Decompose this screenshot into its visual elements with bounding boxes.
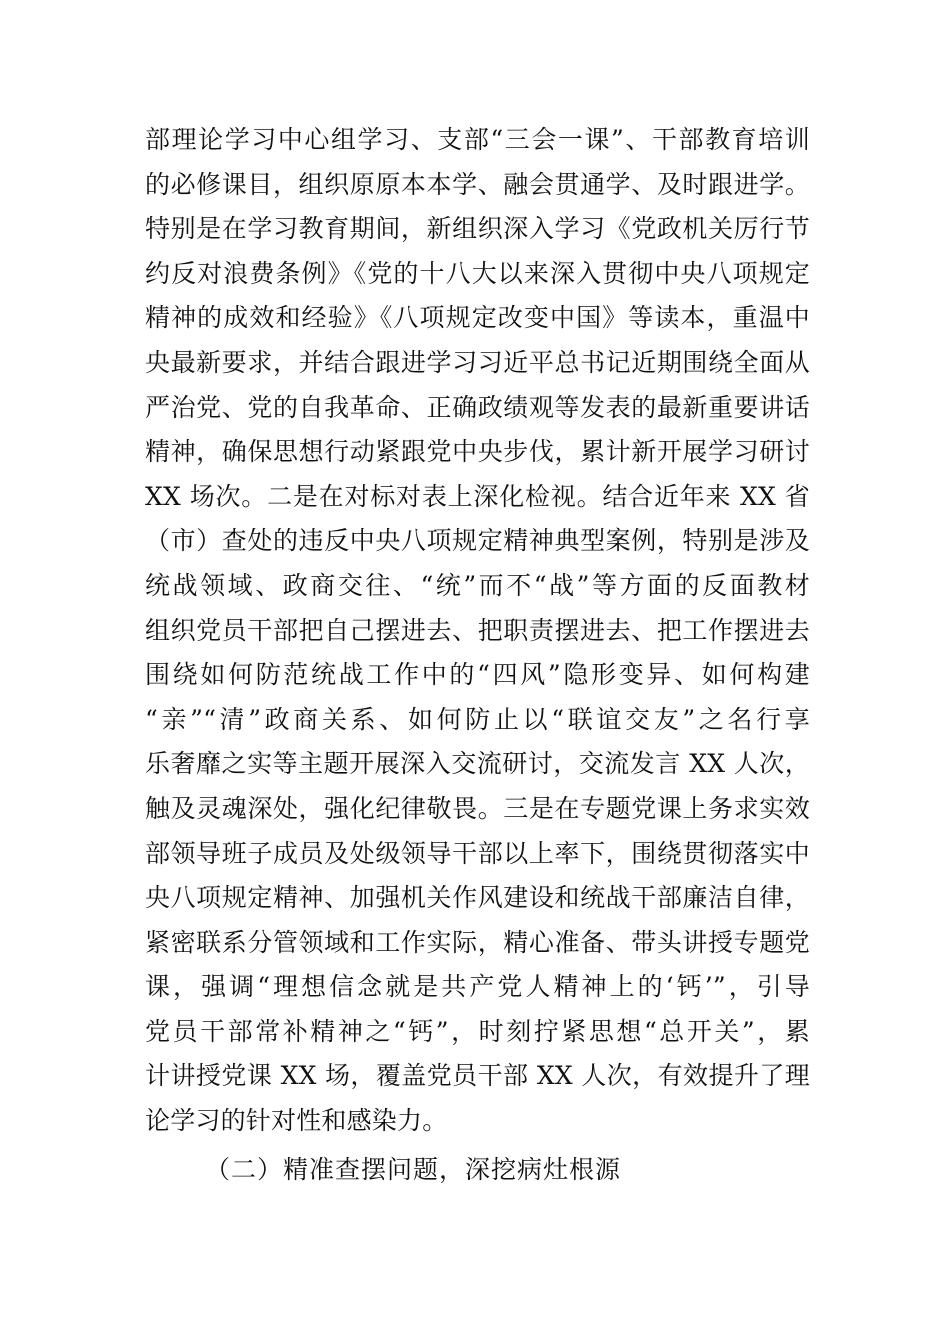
paragraph-line: XX 场次。二是在对标对表上深化检视。结合近年来 XX 省 <box>145 481 810 511</box>
paragraph-line: 课，强调“理想信念就是共产党人精神上的‘钙’”，引导 <box>145 972 810 1002</box>
paragraph-line: 特别是在学习教育期间，新组织深入学习《党政机关厉行节 <box>145 214 810 244</box>
paragraph-line: （市）查处的违反中央八项规定精神典型案例，特别是涉及 <box>145 526 810 556</box>
paragraph-line: 论学习的针对性和感染力。 <box>145 1106 448 1136</box>
paragraph-line: 的必修课目，组织原原本本学、融会贯通学、及时跟进学。 <box>145 169 810 199</box>
paragraph-line: 统战领域、政商交往、“统”而不“战”等方面的反面教材 <box>145 570 810 600</box>
body-paragraph <box>145 118 810 1144</box>
paragraph-line: 精神的成效和经验》《八项规定改变中国》等读本，重温中 <box>145 303 810 333</box>
paragraph-line: 计讲授党课 XX 场，覆盖党员干部 XX 人次，有效提升了理 <box>145 1061 810 1091</box>
paragraph-line: 精神，确保思想行动紧跟党中央步伐，累计新开展学习研讨 <box>145 437 810 467</box>
paragraph-line: 央最新要求，并结合跟进学习习近平总书记近期围绕全面从 <box>145 347 810 377</box>
paragraph-line: 部理论学习中心组学习、支部“三会一课”、干部教育培训 <box>145 125 810 154</box>
paragraph-line: 央八项规定精神、加强机关作风建设和统战干部廉洁自律， <box>145 883 810 913</box>
paragraph-line: 围绕如何防范统战工作中的“四风”隐形变异、如何构建 <box>145 660 810 690</box>
paragraph-line: 党员干部常补精神之“钙”，时刻拧紧思想“总开关”，累 <box>145 1016 810 1046</box>
paragraph-line: “亲”“清”政商关系、如何防止以“联谊交友”之名行享 <box>145 704 810 734</box>
paragraph-line: 约反对浪费条例》《党的十八大以来深入贯彻中央八项规定 <box>145 258 810 288</box>
paragraph-line: 组织党员干部把自己摆进去、把职责摆进去、把工作摆进去 <box>145 615 810 645</box>
section-heading: （二）精准查摆问题，深挖病灶根源 <box>205 1155 622 1184</box>
paragraph-line: 紧密联系分管领域和工作实际，精心准备、带头讲授专题党 <box>145 927 810 957</box>
paragraph-line: 严治党、党的自我革命、正确政绩观等发表的最新重要讲话 <box>145 392 810 422</box>
paragraph-line: 触及灵魂深处，强化纪律敬畏。三是在专题党课上务求实效 <box>145 793 810 823</box>
paragraph-line: 部领导班子成员及处级领导干部以上率下，围绕贯彻落实中 <box>145 838 810 868</box>
paragraph-line: 乐奢靡之实等主题开展深入交流研讨，交流发言 XX 人次， <box>145 749 810 779</box>
